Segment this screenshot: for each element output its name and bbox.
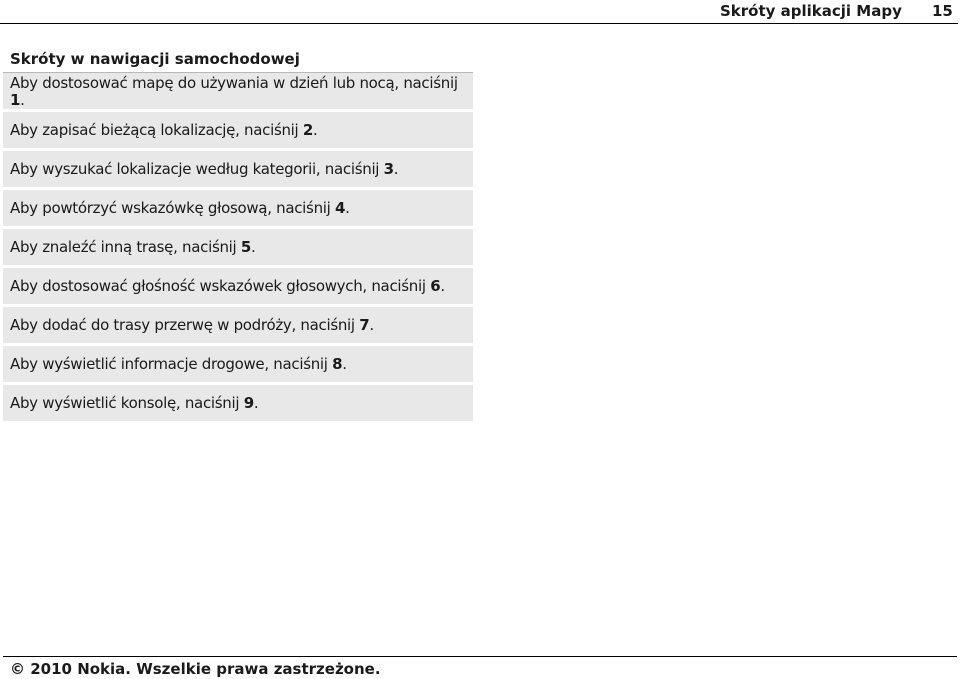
row-end: . bbox=[369, 316, 374, 334]
row-text: Aby dostosować mapę do używania w dzień lub nocą, naciśnij bbox=[10, 74, 458, 92]
list-item bbox=[3, 346, 473, 385]
row-text: Aby wyświetlić konsolę, naciśnij bbox=[10, 394, 244, 412]
page-header bbox=[0, 0, 958, 24]
footer-divider bbox=[3, 656, 957, 657]
shortcut-key: 1 bbox=[10, 91, 21, 109]
shortcut-key: 8 bbox=[332, 355, 343, 373]
row-text: Aby znaleźć inną trasę, naciśnij bbox=[10, 238, 241, 256]
shortcut-key: 5 bbox=[240, 238, 252, 256]
row-text: Aby zapisać bieżącą lokalizację, naciśnij bbox=[10, 121, 303, 139]
list-item bbox=[3, 190, 473, 229]
row-end: . bbox=[20, 91, 25, 109]
header-title: Skróty aplikacji Mapy bbox=[720, 2, 902, 20]
copyright-notice: © 2010 Nokia. Wszelkie prawa zastrzeżone. bbox=[10, 660, 381, 678]
list-item bbox=[3, 112, 473, 151]
list-item bbox=[3, 385, 473, 424]
shortcut-key: 6 bbox=[430, 277, 441, 295]
shortcut-key: 2 bbox=[302, 121, 314, 139]
shortcut-key: 3 bbox=[383, 160, 394, 178]
row-text: Aby wyświetlić informacje drogowe, naciśnij bbox=[10, 355, 333, 373]
row-end: . bbox=[253, 394, 259, 412]
row-end: . bbox=[393, 160, 399, 178]
shortcut-key: 4 bbox=[334, 199, 346, 217]
row-end: . bbox=[440, 277, 445, 295]
row-text: Aby wyszukać lokalizacje według kategorii, naciśnij bbox=[10, 160, 384, 178]
row-text: Aby dodać do trasy przerwę w podróży, naciśnij bbox=[10, 316, 360, 334]
list-item bbox=[3, 229, 473, 268]
row-end: . bbox=[313, 121, 318, 139]
row-text: Aby dostosować głośność wskazówek głosowych, naciśnij bbox=[10, 277, 431, 295]
list-item bbox=[3, 73, 473, 112]
list-item bbox=[3, 268, 473, 307]
list-item bbox=[3, 151, 473, 190]
list-item bbox=[3, 307, 473, 346]
section-title: Skróty w nawigacji samochodowej bbox=[3, 47, 473, 73]
row-text: Aby powtórzyć wskazówkę głosową, naciśnij bbox=[10, 199, 335, 217]
shortcuts-table bbox=[3, 47, 473, 424]
row-end: . bbox=[345, 199, 350, 217]
shortcut-key: 7 bbox=[359, 316, 370, 334]
row-end: . bbox=[342, 355, 347, 373]
page-number: 15 bbox=[932, 2, 953, 20]
shortcut-key: 9 bbox=[243, 394, 254, 412]
row-end: . bbox=[251, 238, 256, 256]
